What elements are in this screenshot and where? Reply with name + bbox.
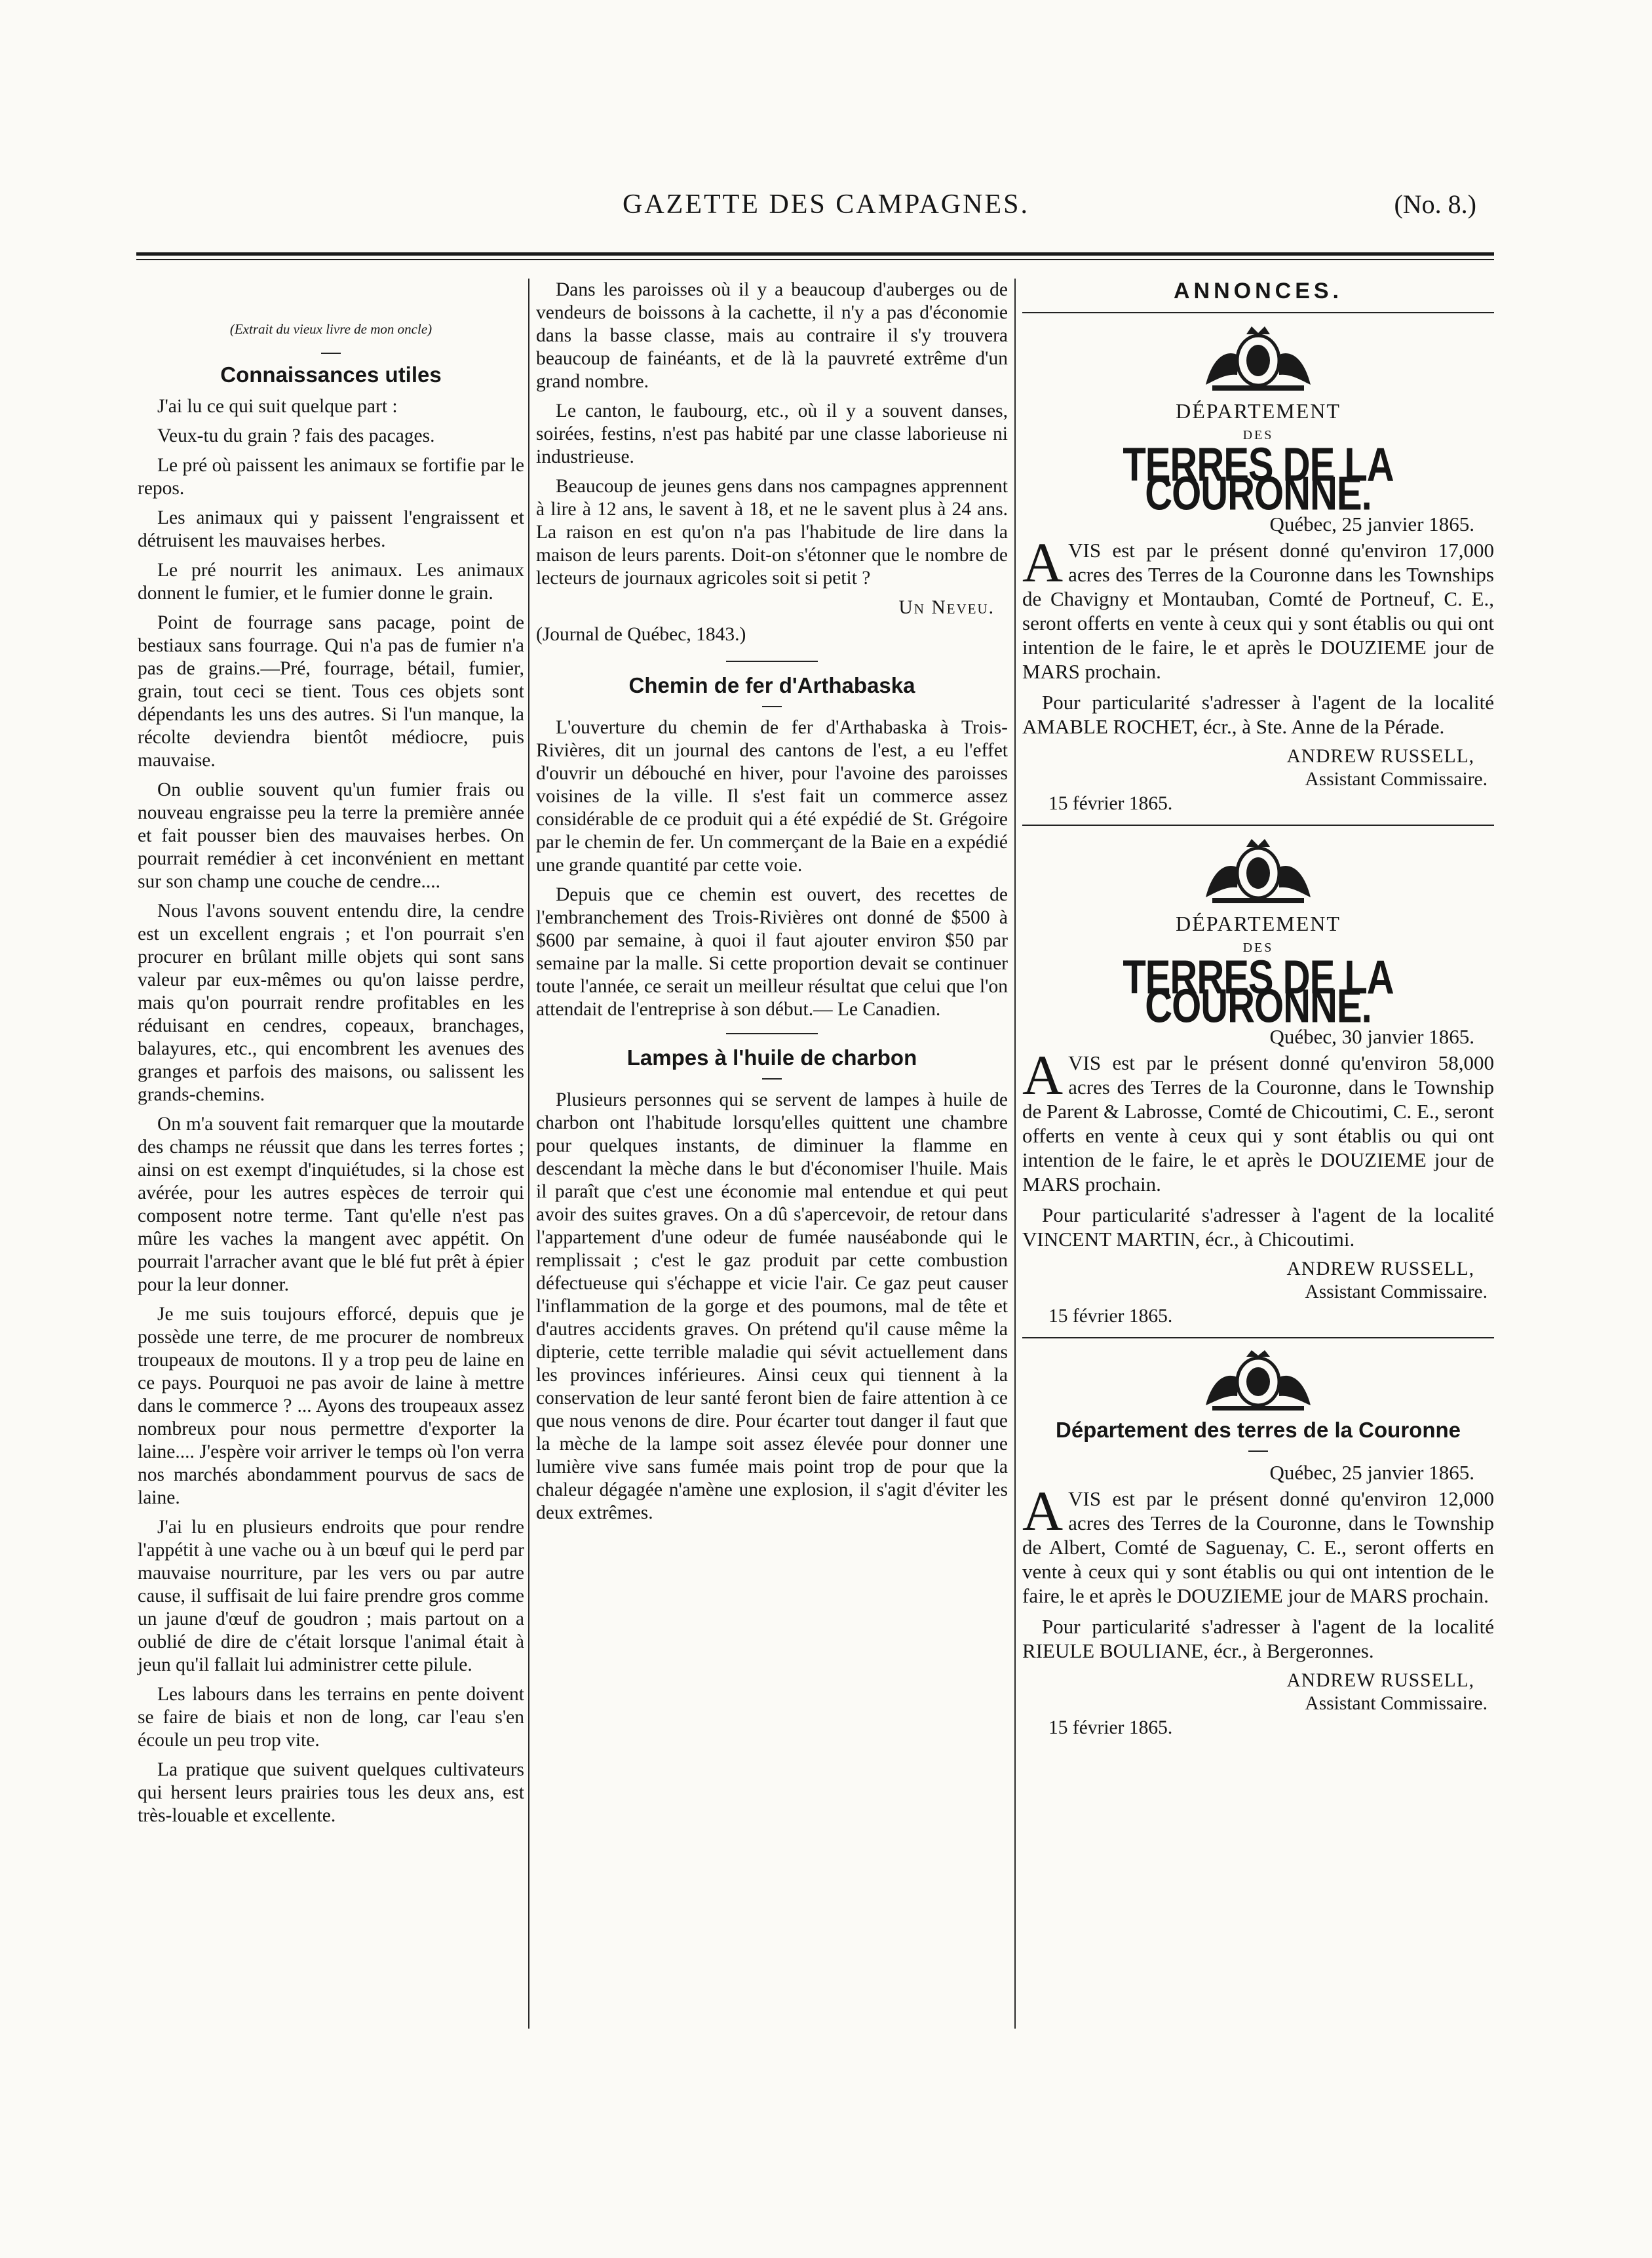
- royal-coat-of-arms-icon: [1186, 322, 1330, 395]
- ad-agent: Pour particularité s'adresser à l'agent de la localité VINCENT MARTIN, écr., à Chicoutimi.: [1022, 1203, 1494, 1251]
- paragraph: Le canton, le faubourg, etc., où il y a souvent danses, soirées, festins, n'est pas habité par une classe laborieuse ni industrieuse.: [536, 400, 1008, 467]
- ad-body: AVIS est par le présent donné qu'environ 58,000 acres des Terres de la Couronne, dans le Township de Parent & Labrosse, Comté de Chicoutimi, C. E., seront offerts en vente à ceux qui y sont établis ou qui ont intention de le faire, le et après le DOUZIEME jour de MARS prochain.: [1022, 1043, 1494, 1196]
- ad-signer: ANDREW RUSSELL,: [1286, 746, 1474, 767]
- ad-body: AVIS est par le présent donné qu'environ 17,000 acres des Terres de la Couronne dans les Townships de Chavigny et Montauban, Comté de Portneuf, C. E., seront offerts en vente à ceux qui y sont établis ou qui ont intention de le faire, le et après le DOUZIEME jour de MARS prochain.: [1022, 531, 1494, 683]
- paragraph: On m'a souvent fait remarquer que la moutarde des champs ne réussit que dans les terres fortes ; ainsi on est exempt d'inquiétudes, si la chose est avérée, pour les autres espèces de terroir qui composent notre terme. Tant qu'elle n'est pas mûre les vaches la mangent avec appétit. On pourrait l'arracher avant que le blé fut prêt à épier pour la leur donner.: [138, 1114, 524, 1295]
- paragraph: Dans les paroisses où il y a beaucoup d'auberges ou de vendeurs de boissons à la cachette, il n'y a pas d'économie dans la basse classe, mais au contraire il s'y trouvera beaucoup de fainéants, et de là la pauvreté extrême d'un grand nombre.: [536, 279, 1008, 392]
- paragraph: Depuis que ce chemin est ouvert, des recettes de l'embranchement des Trois-Rivières ont donné de $500 à $600 par semaine, à quoi il faut ajouter environ $50 par semaine par la malle. Si cette proportion devait se continuer toute l'année, ce serait un meilleur résultat que celui que l'on attendait de l'entreprise à son début.— Le Canadien.: [536, 884, 1008, 1020]
- paragraph: Les animaux qui y paissent l'engraissent et détruisent les mauvaises herbes.: [138, 507, 524, 551]
- divider: [1022, 825, 1494, 826]
- royal-coat-of-arms-icon: [1186, 835, 1330, 907]
- drop-cap: A: [1022, 1479, 1064, 1542]
- ad-department: DÉPARTEMENT: [1176, 912, 1341, 935]
- signature: Un Neveu.: [898, 597, 995, 618]
- divider: [1022, 312, 1494, 313]
- column-2: [536, 279, 1008, 1531]
- paragraph: On oublie souvent qu'un fumier frais ou nouveau engraisse peu la terre la première année et fait pousser bien des mauvaises herbes. On pourrait remédier à cet inconvénient en mettant sur son champ une couche de cendre....: [138, 779, 524, 892]
- issue-number: (No. 8.): [1394, 189, 1476, 219]
- paragraph: J'ai lu ce qui suit quelque part :: [157, 396, 398, 417]
- ad-des: DES: [1242, 428, 1274, 442]
- paragraph: Plusieurs personnes qui se servent de lampes à huile de charbon ont l'habitude lorsqu'elles quittent une chambre pour quelques instants, de diminuer la flamme en descendant la mèche dans le but d'économiser l'huile. Mais il paraît que c'est une économie mal entendue et qui peut avoir des suites graves. On a dû s'apercevoir, de retour dans l'appartement d'une odeur de fumée nauséabonde qui le remplissait ; c'est le gaz produit par cette combustion défectueuse qui s'échappe et vicie l'air. Ce gaz peut causer l'inflammation de la gorge et des poumons, mal de tête et d'autres accidents graves. On prétend qu'il cause même la dipterie, cette terrible maladie qui sévit actuellement dans les provinces inférieures. Ainsi ceux qui tiennent à la conservation de leur santé feront bien de faire attention à ce que nous venons de dire. Pour écarter tout danger il faut que la mèche de la lampe soit assez élevée pour donner une lumière vive sans fumée mais point trop de pour que la chaleur dégagée n'amène une explosion, il s'agit d'éviter les deux extrêmes.: [536, 1089, 1008, 1523]
- paragraph: Beaucoup de jeunes gens dans nos campagnes apprennent à lire à 12 ans, le savent à 18, et ne le savent plus à 24 ans. La raison en est qu'on n'a pas l'habitude de lire dans la maison de leurs parents. Doit-on s'étonner que le nombre de lecteurs de journaux agricoles soit si petit ?: [536, 476, 1008, 589]
- ad-signer: ANDREW RUSSELL,: [1286, 1670, 1474, 1691]
- ad-title: Département des terres de la Couronne: [1055, 1418, 1461, 1442]
- ad-signer-title: Assistant Commissaire.: [1305, 1281, 1488, 1302]
- divider: [1248, 1450, 1268, 1452]
- ad-notice-date: 15 février 1865.: [1048, 1717, 1173, 1738]
- ad-date: Québec, 25 janvier 1865.: [1269, 513, 1474, 535]
- ad-signer: ANDREW RUSSELL,: [1286, 1258, 1474, 1279]
- paragraph: L'ouverture du chemin de fer d'Arthabaska à Trois-Rivières, dit un journal des cantons de l'est, a eu l'effet d'ouvrir un débouché en hiver, pour l'avoine des paroisses voisines de la ville. Il s'est fait un commerce assez considérable de ce produit qui a été expédié de St. Grégoire par le chemin de fer. Un commerçant de la Baie en a expédié une grande quantité par cette voie.: [536, 717, 1008, 876]
- column-divider: [528, 279, 529, 2029]
- ad-notice-date: 15 février 1865.: [1048, 1306, 1173, 1327]
- divider: [321, 353, 341, 354]
- royal-coat-of-arms-icon: [1186, 1348, 1330, 1413]
- drop-cap: A: [1022, 531, 1064, 594]
- header-rule: [136, 252, 1494, 256]
- paragraph: Le pré où paissent les animaux se fortifie par le repos.: [138, 455, 524, 499]
- divider: [726, 1033, 818, 1034]
- ad-body: AVIS est par le présent donné qu'environ 12,000 acres des Terres de la Couronne, dans le Township de Albert, Comté de Saguenay, C. E., seront offerts en vente à ceux qui y sont établis ou qui ont intention de le faire, le et après le DOUZIEME jour de MARS prochain.: [1022, 1479, 1494, 1607]
- masthead: [0, 189, 1652, 235]
- paragraph: Nous l'avons souvent entendu dire, la cendre est un excellent engrais ; et l'on pourrait s'en procurer en brûlant mille objets qui sont sans valeur par eux-mêmes ou qu'on laisse perdre, mais qu'on pourrait rendre profitables en les réduisant en cendres, copeaux, branchages, balayures, etc., qui encombrent les avenues des granges et parfois des maisons, ou salissent les grands-chemins.: [138, 901, 524, 1105]
- ad-date: Québec, 25 janvier 1865.: [1269, 1461, 1474, 1484]
- ad-agent: Pour particularité s'adresser à l'agent de la localité AMABLE ROCHET, écr., à Ste. Anne de la Pérade.: [1022, 691, 1494, 738]
- ad-des: DES: [1242, 941, 1274, 955]
- announcements-heading: ANNONCES.: [1173, 279, 1343, 303]
- ad-agent: Pour particularité s'adresser à l'agent de la localité RIEULE BOULIANE, écr., à Bergeronnes.: [1022, 1615, 1494, 1662]
- paragraph: Point de fourrage sans pacage, point de bestiaux sans fourrage. Qui n'a pas de fumier n'a pas de grains.—Pré, fourrage, bétail, fumier, grain, tout ceci se tient. Tous ces objets sont dépendants les uns des autres. Si l'un manque, la récolte deviendra bientôt médiocre, puis mauvaise.: [138, 612, 524, 771]
- header-rule-thin: [136, 259, 1494, 260]
- ad-signer-title: Assistant Commissaire.: [1305, 1693, 1488, 1714]
- divider: [726, 661, 818, 662]
- paragraph: Le pré nourrit les animaux. Les animaux donnent le fumier, et le fumier donne le grain.: [138, 560, 524, 604]
- paragraph: Les labours dans les terrains en pente doivent se faire de biais et non de long, car l'eau s'en écoule un peu trop vite.: [138, 1684, 524, 1751]
- article-title: Chemin de fer d'Arthabaska: [628, 673, 915, 697]
- source-note: (Extrait du vieux livre de mon oncle): [229, 321, 432, 337]
- column-divider: [1014, 279, 1016, 2029]
- paragraph: Veux-tu du grain ? fais des pacages.: [157, 425, 435, 446]
- paragraph: Je me suis toujours efforcé, depuis que je possède une terre, de me procurer de nombreux troupeaux de moutons. Il y a trop peu de laine en ce pays. Pourquoi ne pas avoir de laine à mettre dans le commerce ? ... Ayons des troupeaux assez nombreux pour nous permettre d'exporter la laine.... J'espère voir arriver le temps où l'on verra nos marchés abondamment pourvus de sacs de laine.: [138, 1304, 524, 1508]
- ad-title: TERRES DE LA COURONNE.: [1123, 438, 1394, 520]
- article-title: Connaissances utiles: [220, 362, 442, 387]
- ad-notice-date: 15 février 1865.: [1048, 793, 1173, 814]
- divider: [762, 706, 782, 707]
- divider: [762, 1078, 782, 1080]
- ad-title: TERRES DE LA COURONNE.: [1123, 950, 1394, 1033]
- column-3-announcements: [1022, 279, 1494, 1743]
- paragraph: La pratique que suivent quelques cultivateurs qui hersent leurs prairies tous les deux ans, est très-louable et excellente.: [138, 1759, 524, 1826]
- column-1: [138, 279, 524, 1834]
- article-title: Lampes à l'huile de charbon: [626, 1045, 917, 1070]
- ad-department: DÉPARTEMENT: [1176, 399, 1341, 423]
- drop-cap: A: [1022, 1043, 1064, 1106]
- ad-date: Québec, 30 janvier 1865.: [1269, 1025, 1474, 1048]
- ad-signer-title: Assistant Commissaire.: [1305, 769, 1488, 790]
- paragraph: J'ai lu en plusieurs endroits que pour rendre l'appétit à une vache ou à un bœuf qui le perd par mauvaise nourriture, par les vers ou par autre cause, il suffisait de lui faire prendre gros comme un jaune d'œuf de goudron ; mais partout on a oublié de dire de c'était lorsque l'animal était à jeun qu'il fallait lui administrer cette pilule.: [138, 1517, 524, 1675]
- source-citation: (Journal de Québec, 1843.): [536, 624, 746, 645]
- divider: [1022, 1337, 1494, 1338]
- newspaper-title: GAZETTE DES CAMPAGNES.: [623, 189, 1029, 220]
